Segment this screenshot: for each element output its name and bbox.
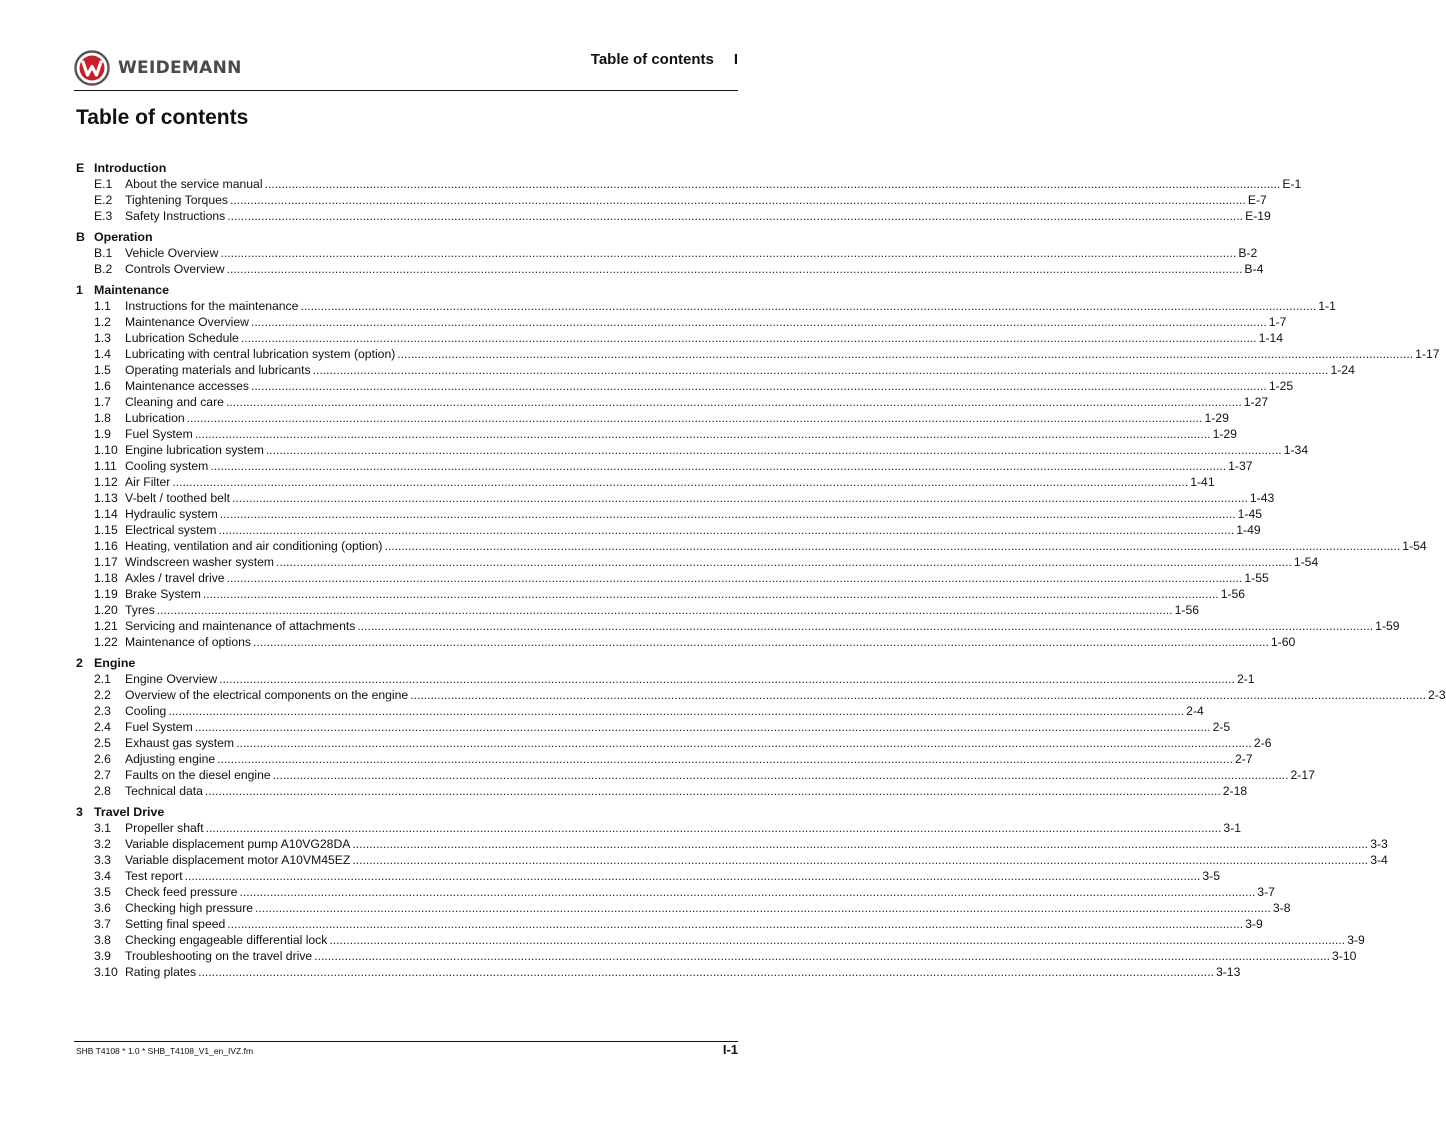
footer-divider <box>74 1041 738 1042</box>
dot-leader: ............................................................................................................................................................................................................................................................................................................ <box>194 427 1211 441</box>
toc-entry-title: Lubrication Schedule <box>125 331 239 345</box>
toc-entry-page: B-4 <box>1244 262 1264 276</box>
toc-entry-number: 1.12 <box>94 475 118 489</box>
weidemann-logo-icon <box>74 50 110 86</box>
section-number: 3 <box>76 805 83 819</box>
toc-entry-page: 1-34 <box>1283 443 1309 457</box>
table-of-contents <box>76 160 1446 985</box>
toc-entry[interactable] <box>76 820 1242 836</box>
toc-entry-number: 3.9 <box>94 949 111 963</box>
toc-entry[interactable] <box>76 330 1284 346</box>
dot-leader: ............................................................................................................................................................................................................................................................................................................ <box>265 443 1282 457</box>
toc-entry-title: Fuel System <box>125 720 193 734</box>
toc-entry[interactable] <box>76 298 1336 314</box>
toc-entry[interactable] <box>76 836 1388 852</box>
dot-leader: ............................................................................................................................................................................................................................................................................................................ <box>236 736 1252 750</box>
section-number: 1 <box>76 283 83 297</box>
dot-leader: ............................................................................................................................................................................................................................................................................................................ <box>314 949 1331 963</box>
toc-entry[interactable] <box>76 703 1204 719</box>
toc-entry-title: Setting final speed <box>125 917 226 931</box>
toc-entry-title: Overview of the electrical components on the engine <box>125 688 409 702</box>
toc-section-heading[interactable] <box>76 160 738 176</box>
dot-leader: ............................................................................................................................................................................................................................................................................................................ <box>250 379 1267 393</box>
toc-entry[interactable] <box>76 687 1446 703</box>
toc-entry-title: Cooling system <box>125 459 209 473</box>
dot-leader: ............................................................................................................................................................................................................................................................................................................ <box>410 688 1427 702</box>
toc-entry-title: Electrical system <box>125 523 217 537</box>
dot-leader: ............................................................................................................................................................................................................................................................................................................ <box>276 555 1292 569</box>
toc-entry-number: 1.1 <box>94 299 111 313</box>
toc-entry-title: Safety Instructions <box>125 209 226 223</box>
dot-leader: ............................................................................................................................................................................................................................................................................................................ <box>194 720 1211 734</box>
toc-section <box>76 804 1388 980</box>
toc-entry-title: Troubleshooting on the travel drive <box>125 949 313 963</box>
toc-entry[interactable] <box>76 346 1440 362</box>
dot-leader: ............................................................................................................................................................................................................................................................................................................ <box>205 821 1222 835</box>
toc-entry-title: Checking engageable differential lock <box>125 933 328 947</box>
toc-entry-page: 1-56 <box>1220 587 1246 601</box>
dot-leader: ............................................................................................................................................................................................................................................................................................................ <box>184 869 1201 883</box>
toc-entry-title: Cleaning and care <box>125 395 224 409</box>
toc-entry-page: 1-54 <box>1293 555 1319 569</box>
toc-entry[interactable] <box>76 618 1400 634</box>
toc-entry-page: 3-3 <box>1370 837 1388 851</box>
toc-entry-number: 2.7 <box>94 768 111 782</box>
dot-leader: ............................................................................................................................................................................................................................................................................................................ <box>397 347 1414 361</box>
toc-entry-title: Variable displacement motor A10VM45EZ <box>125 853 351 867</box>
footer-page-number: I-1 <box>722 1042 738 1057</box>
dot-leader: ............................................................................................................................................................................................................................................................................................................ <box>250 315 1267 329</box>
toc-entry-page: 3-9 <box>1347 933 1365 947</box>
toc-entry[interactable] <box>76 538 1427 554</box>
header-chapter-number: I <box>733 51 738 68</box>
toc-entry[interactable] <box>76 783 1248 799</box>
section-title: Maintenance <box>94 283 170 297</box>
toc-entry[interactable] <box>76 900 1291 916</box>
toc-entry-title: Checking high pressure <box>125 901 254 915</box>
page-header <box>74 46 738 86</box>
toc-entry-title: Controls Overview <box>125 262 225 276</box>
section-title: Operation <box>94 230 153 244</box>
toc-entry[interactable] <box>76 964 1241 980</box>
toc-entry[interactable] <box>76 192 1267 208</box>
dot-leader: ............................................................................................................................................................................................................................................................................................................ <box>156 603 1173 617</box>
toc-entry-title: Check feed pressure <box>125 885 238 899</box>
toc-entry-page: 3-10 <box>1332 949 1357 963</box>
toc-entry-number: 3.2 <box>94 837 111 851</box>
section-number: B <box>76 230 85 244</box>
toc-entry-page: 1-56 <box>1174 603 1200 617</box>
toc-entry-page: 1-37 <box>1228 459 1253 473</box>
toc-entry[interactable] <box>76 948 1357 964</box>
toc-entry[interactable] <box>76 362 1355 378</box>
toc-entry[interactable] <box>76 932 1365 948</box>
toc-entry-number: 3.7 <box>94 917 111 931</box>
dot-leader: ............................................................................................................................................................................................................................................................................................................ <box>168 704 1185 718</box>
toc-entry-title: Test report <box>125 869 183 883</box>
toc-entry-page: 1-7 <box>1268 315 1287 329</box>
toc-entry-page: 2-3 <box>1428 688 1446 702</box>
toc-entry-title: Vehicle Overview <box>125 246 219 260</box>
dot-leader: ............................................................................................................................................................................................................................................................................................................ <box>253 635 1269 649</box>
toc-entry-page: E-7 <box>1247 193 1267 207</box>
toc-entry[interactable] <box>76 868 1221 884</box>
toc-entry-number: E.1 <box>94 177 113 191</box>
toc-entry-title: Windscreen washer system <box>125 555 275 569</box>
toc-entry[interactable] <box>76 852 1388 868</box>
toc-entry-page: 1-27 <box>1243 395 1269 409</box>
footer-doc-reference: SHB T4108 * 1.0 * SHB_T4108_V1_en_IVZ.fm <box>76 1046 254 1056</box>
toc-entry-number: 1.18 <box>94 571 118 585</box>
toc-entry-title: Air Filter <box>125 475 171 489</box>
toc-entry[interactable] <box>76 602 1200 618</box>
toc-entry-number: 1.15 <box>94 523 118 537</box>
toc-entry-title: Cooling <box>125 704 167 718</box>
toc-entry-page: 3-4 <box>1370 853 1388 867</box>
toc-entry-title: Faults on the diesel engine <box>125 768 271 782</box>
toc-entry-page: 1-29 <box>1212 427 1237 441</box>
toc-entry[interactable] <box>76 554 1319 570</box>
toc-entry[interactable] <box>76 767 1315 783</box>
toc-entry-number: 2.5 <box>94 736 111 750</box>
toc-entry-title: Maintenance Overview <box>125 315 249 329</box>
dot-leader: ............................................................................................................................................................................................................................................................................................................ <box>300 299 1317 313</box>
toc-entry-number: 2.1 <box>94 672 111 686</box>
section-title: Introduction <box>94 161 167 175</box>
toc-entry[interactable] <box>76 570 1269 586</box>
toc-entry-number: 2.6 <box>94 752 111 766</box>
toc-entry-number: 3.1 <box>94 821 111 835</box>
dot-leader: ............................................................................................................................................................................................................................................................................................................ <box>232 491 1248 505</box>
toc-entry-number: 3.6 <box>94 901 111 915</box>
toc-entry[interactable] <box>76 506 1263 522</box>
dot-leader: ............................................................................................................................................................................................................................................................................................................ <box>329 933 1346 947</box>
toc-entry-number: 1.4 <box>94 347 111 361</box>
toc-entry-title: Tightening Torques <box>125 193 228 207</box>
toc-entry[interactable] <box>76 378 1294 394</box>
toc-entry-number: E.2 <box>94 193 113 207</box>
toc-entry-number: 1.2 <box>94 315 111 329</box>
toc-entry[interactable] <box>76 426 1237 442</box>
toc-entry-title: Operating materials and lubricants <box>125 363 311 377</box>
toc-entry-page: 1-41 <box>1190 475 1215 489</box>
toc-entry-title: Rating plates <box>125 965 197 979</box>
brand-logo <box>74 50 242 86</box>
toc-entry[interactable] <box>76 916 1263 932</box>
toc-entry[interactable] <box>76 442 1309 458</box>
toc-entry-page: 1-54 <box>1402 539 1427 553</box>
toc-entry-page: 1-60 <box>1270 635 1296 649</box>
toc-entry-number: 1.6 <box>94 379 111 393</box>
toc-entry-page: 3-5 <box>1202 869 1221 883</box>
toc-entry-page: 1-1 <box>1318 299 1336 313</box>
section-title: Engine <box>94 656 136 670</box>
toc-entry-title: Hydraulic system <box>125 507 218 521</box>
toc-entry-number: 1.11 <box>94 459 117 473</box>
toc-entry-title: Lubricating with central lubrication system (option) <box>125 347 396 361</box>
toc-entry-number: 1.16 <box>94 539 118 553</box>
dot-leader: ............................................................................................................................................................................................................................................................................................................ <box>204 784 1221 798</box>
dot-leader: ............................................................................................................................................................................................................................................................................................................ <box>227 917 1244 931</box>
toc-entry-number: 1.13 <box>94 491 118 505</box>
toc-entry-number: 1.10 <box>94 443 118 457</box>
toc-section <box>76 160 1302 224</box>
toc-entry-number: 1.17 <box>94 555 118 569</box>
toc-entry-title: Exhaust gas system <box>125 736 235 750</box>
dot-leader: ............................................................................................................................................................................................................................................................................................................ <box>230 193 1246 207</box>
toc-entry-title: Engine lubrication system <box>125 443 264 457</box>
toc-entry[interactable] <box>76 884 1275 900</box>
toc-entry-number: 1.20 <box>94 603 118 617</box>
toc-entry-title: Technical data <box>125 784 203 798</box>
toc-entry-page: 1-17 <box>1415 347 1440 361</box>
toc-entry[interactable] <box>76 176 1302 192</box>
dot-leader: ............................................................................................................................................................................................................................................................................................................ <box>172 475 1189 489</box>
dot-leader: ............................................................................................................................................................................................................................................................................................................ <box>352 853 1369 867</box>
toc-entry-number: 3.5 <box>94 885 111 899</box>
toc-entry-title: Engine Overview <box>125 672 218 686</box>
toc-entry[interactable] <box>76 634 1296 650</box>
toc-entry-title: Brake System <box>125 587 201 601</box>
toc-entry-number: 1.14 <box>94 507 118 521</box>
brand-name: WEIDEMANN <box>118 58 242 78</box>
header-title-block <box>591 51 738 68</box>
toc-entry-title: Axles / travel drive <box>125 571 225 585</box>
section-number: E <box>76 161 85 175</box>
dot-leader: ............................................................................................................................................................................................................................................................................................................ <box>239 885 1256 899</box>
toc-entry-page: 3-1 <box>1223 821 1242 835</box>
toc-entry-page: 1-59 <box>1375 619 1400 633</box>
toc-entry-number: 2.4 <box>94 720 111 734</box>
page-title: Table of contents <box>76 106 249 129</box>
toc-entry-title: Lubrication <box>125 411 185 425</box>
toc-entry[interactable] <box>76 490 1275 506</box>
toc-entry-number: 1.7 <box>94 395 111 409</box>
toc-entry-number: E.3 <box>94 209 113 223</box>
dot-leader: ............................................................................................................................................................................................................................................................................................................ <box>219 507 1236 521</box>
section-title: Travel Drive <box>94 805 165 819</box>
header-title: Table of contents <box>590 51 714 68</box>
toc-entry[interactable] <box>76 586 1246 602</box>
toc-entry-page: B-2 <box>1238 246 1258 260</box>
toc-entry-page: 2-1 <box>1236 672 1255 686</box>
toc-entry-page: 3-7 <box>1257 885 1275 899</box>
dot-leader: ............................................................................................................................................................................................................................................................................................................ <box>264 177 1281 191</box>
toc-entry-title: Tyres <box>125 603 155 617</box>
toc-entry-title: V-belt / toothed belt <box>125 491 231 505</box>
header-divider <box>74 90 738 91</box>
dot-leader: ............................................................................................................................................................................................................................................................................................................ <box>352 837 1369 851</box>
toc-section-heading[interactable] <box>76 229 738 245</box>
toc-section <box>76 282 1440 650</box>
dot-leader: ............................................................................................................................................................................................................................................................................................................ <box>255 901 1271 915</box>
toc-entry-number: 2.8 <box>94 784 111 798</box>
toc-entry-number: 3.10 <box>94 965 118 979</box>
dot-leader: ............................................................................................................................................................................................................................................................................................................ <box>226 262 1243 276</box>
toc-entry-page: 2-6 <box>1253 736 1272 750</box>
toc-section-heading[interactable] <box>76 282 738 298</box>
toc-entry-page: 1-24 <box>1330 363 1355 377</box>
dot-leader: ............................................................................................................................................................................................................................................................................................................ <box>240 331 1257 345</box>
toc-entry-number: 2.3 <box>94 704 111 718</box>
toc-entry-title: Propeller shaft <box>125 821 204 835</box>
toc-entry-number: 3.8 <box>94 933 111 947</box>
toc-entry-page: 2-18 <box>1222 784 1248 798</box>
toc-entry-page: E-1 <box>1282 177 1302 191</box>
dot-leader: ............................................................................................................................................................................................................................................................................................................ <box>272 768 1289 782</box>
toc-entry-page: 2-7 <box>1234 752 1253 766</box>
toc-entry[interactable] <box>76 410 1229 426</box>
toc-entry[interactable] <box>76 394 1269 410</box>
toc-entry-title: Servicing and maintenance of attachments <box>125 619 356 633</box>
dot-leader: ............................................................................................................................................................................................................................................................................................................ <box>210 459 1227 473</box>
toc-entry-title: About the service manual <box>125 177 263 191</box>
toc-section-heading[interactable] <box>76 804 738 820</box>
toc-section-heading[interactable] <box>76 655 738 671</box>
toc-entry-page: 1-43 <box>1249 491 1275 505</box>
toc-entry-title: Maintenance accesses <box>125 379 249 393</box>
toc-entry-number: 1.8 <box>94 411 111 425</box>
dot-leader: ............................................................................................................................................................................................................................................................................................................ <box>226 571 1243 585</box>
dot-leader: ............................................................................................................................................................................................................................................................................................................ <box>384 539 1401 553</box>
toc-entry-page: 1-14 <box>1258 331 1284 345</box>
toc-entry-number: B.2 <box>94 262 113 276</box>
toc-entry-number: 1.22 <box>94 635 118 649</box>
toc-entry-number: 2.2 <box>94 688 111 702</box>
dot-leader: ............................................................................................................................................................................................................................................................................................................ <box>218 523 1235 537</box>
toc-entry[interactable] <box>76 719 1231 735</box>
toc-entry-page: 2-4 <box>1186 704 1204 718</box>
toc-entry-page: 3-13 <box>1215 965 1241 979</box>
section-number: 2 <box>76 656 83 670</box>
toc-entry[interactable] <box>76 261 1264 277</box>
dot-leader: ............................................................................................................................................................................................................................................................................................................ <box>312 363 1329 377</box>
dot-leader: ............................................................................................................................................................................................................................................................................................................ <box>186 411 1203 425</box>
dot-leader: ............................................................................................................................................................................................................................................................................................................ <box>357 619 1374 633</box>
toc-entry-number: 1.19 <box>94 587 118 601</box>
toc-section <box>76 655 1446 799</box>
toc-entry-page: E-19 <box>1245 209 1271 223</box>
dot-leader: ............................................................................................................................................................................................................................................................................................................ <box>198 965 1214 979</box>
toc-entry-page: 2-17 <box>1290 768 1315 782</box>
toc-entry[interactable] <box>76 314 1287 330</box>
toc-entry-number: 1.9 <box>94 427 111 441</box>
toc-entry[interactable] <box>76 458 1253 474</box>
toc-entry[interactable] <box>76 245 1258 261</box>
toc-entry-number: 1.5 <box>94 363 111 377</box>
toc-entry[interactable] <box>76 522 1261 538</box>
toc-entry-number: 1.21 <box>94 619 118 633</box>
toc-entry-number: 3.3 <box>94 853 111 867</box>
toc-entry[interactable] <box>76 208 1271 224</box>
toc-entry-page: 1-29 <box>1204 411 1229 425</box>
toc-entry-page: 1-55 <box>1244 571 1269 585</box>
toc-entry-number: 3.4 <box>94 869 111 883</box>
toc-entry[interactable] <box>76 671 1255 687</box>
toc-entry-page: 1-25 <box>1268 379 1294 393</box>
toc-entry[interactable] <box>76 735 1272 751</box>
toc-entry[interactable] <box>76 751 1253 767</box>
dot-leader: ............................................................................................................................................................................................................................................................................................................ <box>220 246 1237 260</box>
toc-entry-number: B.1 <box>94 246 113 260</box>
dot-leader: ............................................................................................................................................................................................................................................................................................................ <box>217 752 1233 766</box>
dot-leader: ............................................................................................................................................................................................................................................................................................................ <box>219 672 1235 686</box>
toc-entry-title: Heating, ventilation and air conditioning (option) <box>125 539 383 553</box>
toc-entry-number: 1.3 <box>94 331 111 345</box>
toc-entry-page: 3-8 <box>1272 901 1291 915</box>
toc-entry-title: Fuel System <box>125 427 193 441</box>
dot-leader: ............................................................................................................................................................................................................................................................................................................ <box>202 587 1219 601</box>
toc-entry-title: Instructions for the maintenance <box>125 299 299 313</box>
toc-entry-page: 1-45 <box>1237 507 1263 521</box>
dot-leader: ............................................................................................................................................................................................................................................................................................................ <box>225 395 1242 409</box>
toc-entry-page: 1-49 <box>1236 523 1261 537</box>
toc-entry-title: Maintenance of options <box>125 635 252 649</box>
toc-section <box>76 229 1264 277</box>
toc-entry-page: 3-9 <box>1245 917 1263 931</box>
toc-entry-title: Variable displacement pump A10VG28DA <box>125 837 351 851</box>
toc-entry[interactable] <box>76 474 1215 490</box>
dot-leader: ............................................................................................................................................................................................................................................................................................................ <box>227 209 1244 223</box>
toc-entry-title: Adjusting engine <box>125 752 216 766</box>
toc-entry-page: 2-5 <box>1212 720 1231 734</box>
